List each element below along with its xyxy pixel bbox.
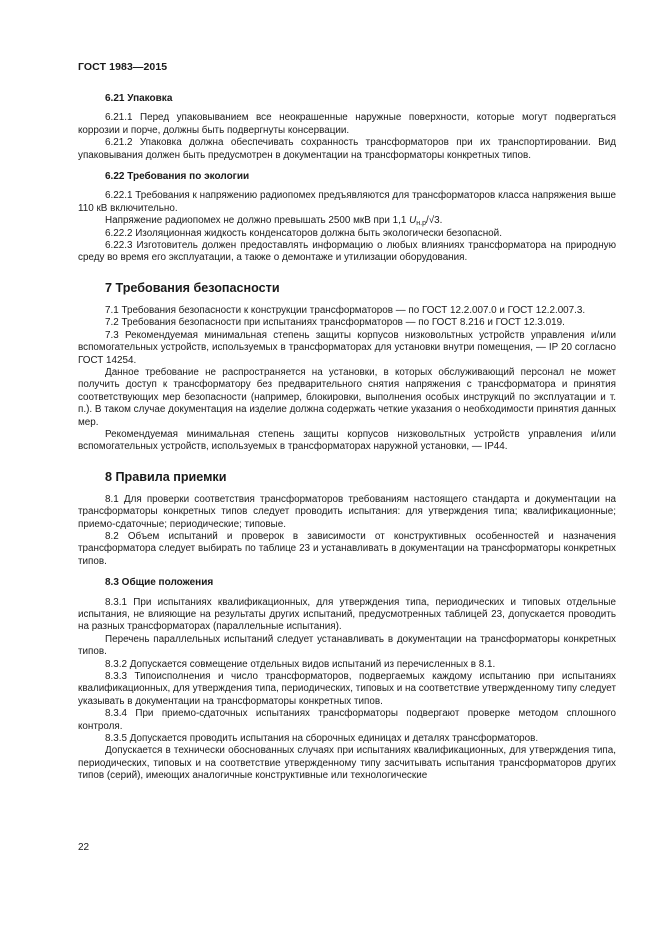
paragraph-8-3-5: 8.3.5 Допускается проводить испытания на сборочных единицах и деталях трансформаторов. xyxy=(105,733,539,745)
paragraph-6-21-1: 6.21.1 Перед упаковыванием все неокрашенные наружные поверхности, которые могут подвергаться коррозии и порче, должны быть подвергнуты консервации. xyxy=(78,112,616,136)
page-body xyxy=(78,93,616,783)
paragraph-7-3-outdoor: Рекомендуемая минимальная степень защиты корпусов низковольтных устройств управления и/или вспомогательных устройств, используемых в трансформаторах наружной установки, — IP44. xyxy=(78,428,616,453)
paragraph-8-2: 8.2 Объем испытаний и проверок в зависимости от конструктивных особенностей и назначения трансформатора следует выбирать по таблице 23 и устанавливать в документации на трансформаторы конкретных типов. xyxy=(78,530,616,567)
paragraph-6-22-1: 6.22.1 Требования к напряжению радиопомех предъявляются для трансформаторов класса напряжения выше 110 кВ включительно. xyxy=(78,190,616,214)
paragraph-7-2: 7.2 Требования безопасности при испытаниях трансформаторов — по ГОСТ 8.216 и ГОСТ 12.3.019. xyxy=(105,317,565,329)
running-header: ГОСТ 1983—2015 xyxy=(78,61,168,73)
paragraph-8-1: 8.1 Для проверки соответствия трансформаторов требованиям настоящего стандарта и документации на трансформаторы конкретных типов следует проводить испытания: для утверждения типа; квалификационные; приемо-сдаточные; периодические; типовые. xyxy=(78,493,616,530)
paragraph-8-3-1-list: Перечень параллельных испытаний следует устанавливать в документации на трансформаторы конкретных типов. xyxy=(78,633,616,658)
voltage-symbol: U xyxy=(409,215,417,227)
section-6-22-title: 6.22 Требования по экологии xyxy=(105,171,250,183)
paragraph-7-3: 7.3 Рекомендуемая минимальная степень защиты корпусов низковольтных устройств управления и/или вспомогательных устройств, используемых в трансформаторах для установки внутри помещения, — IP 20 согласно ГОСТ 14254. xyxy=(78,329,616,366)
page-number: 22 xyxy=(78,842,90,853)
paragraph-6-22-3: 6.22.3 Изготовитель должен предоставлять информацию о любых влияниях трансформатора на природную среду во время его эксплуатации, а также о демонтаже и утилизации оборудования. xyxy=(78,240,616,264)
radio-noise-text: Напряжение радиопомех не должно превышать 2500 мкВ при 1,1 xyxy=(105,215,410,227)
paragraph-7-1: 7.1 Требования безопасности к конструкции трансформаторов — по ГОСТ 12.2.007.0 и ГОСТ 12.2.007.3. xyxy=(105,304,586,316)
paragraph-8-3-1: 8.3.1 При испытаниях квалификационных, для утверждения типа, периодических и типовых отдельные испытания, не влияющие на результаты других испытаний, предусмотренных таблицей 23, допускается проводить на разных трансформаторах (параллельные испытания). xyxy=(78,596,616,633)
section-8-3-title: 8.3 Общие положения xyxy=(105,577,214,589)
section-8-title: 8 Правила приемки xyxy=(105,469,227,484)
paragraph-6-22-2: 6.22.2 Изоляционная жидкость конденсаторов должна быть экологически безопасной. xyxy=(105,227,502,239)
paragraph-8-3-5-cont: Допускается в технически обоснованных случаях при испытаниях квалификационных, для утверждения типа, периодических, типовых и на соответствие утвержденному типу засчитывать испытания трансформаторов других типов (серий), имеющих аналогичные конструктивные или технологические xyxy=(78,745,616,782)
paragraph-8-3-2: 8.3.2 Допускается совмещение отдельных видов испытаний из перечисленных в 8.1. xyxy=(105,658,496,670)
radio-noise-tail: /√3. xyxy=(426,215,443,227)
paragraph-7-3-note: Данное требование не распространяется на установки, в которых обслуживающий персонал не может получить доступ к трансформатору без предварительного снятия напряжения с трансформатора и принятия соответствующих мер безопасности (например, блокировки, выполнения особых инструкций по эксплуатации и т. п.). В таком случае документация на изделие должна содержать четкие указания о необходимости принятия данных мер. xyxy=(78,366,616,428)
paragraph-radio-noise xyxy=(78,215,616,227)
voltage-subscript: н.р xyxy=(416,220,426,228)
section-7-title: 7 Требования безопасности xyxy=(105,280,280,295)
paragraph-8-3-3: 8.3.3 Типоисполнения и число трансформаторов, подвергаемых каждому испытанию при испытаниях квалификационных, для утверждения типа, периодических, типовых и на соответствие утвержденному типу следует указывать в документации на трансформаторы конкретных типов. xyxy=(78,671,616,707)
section-6-21-title: 6.21 Упаковка xyxy=(105,93,173,104)
paragraph-8-3-4: 8.3.4 При приемо-сдаточных испытаниях трансформаторы подвергают проверке методом сплошного контроля. xyxy=(78,708,616,732)
paragraph-6-21-2: 6.21.2 Упаковка должна обеспечивать сохранность трансформаторов при их транспортировании. Вид упаковывания должен быть предусмотрен в документации на трансформаторы конкретных типов. xyxy=(78,137,616,161)
